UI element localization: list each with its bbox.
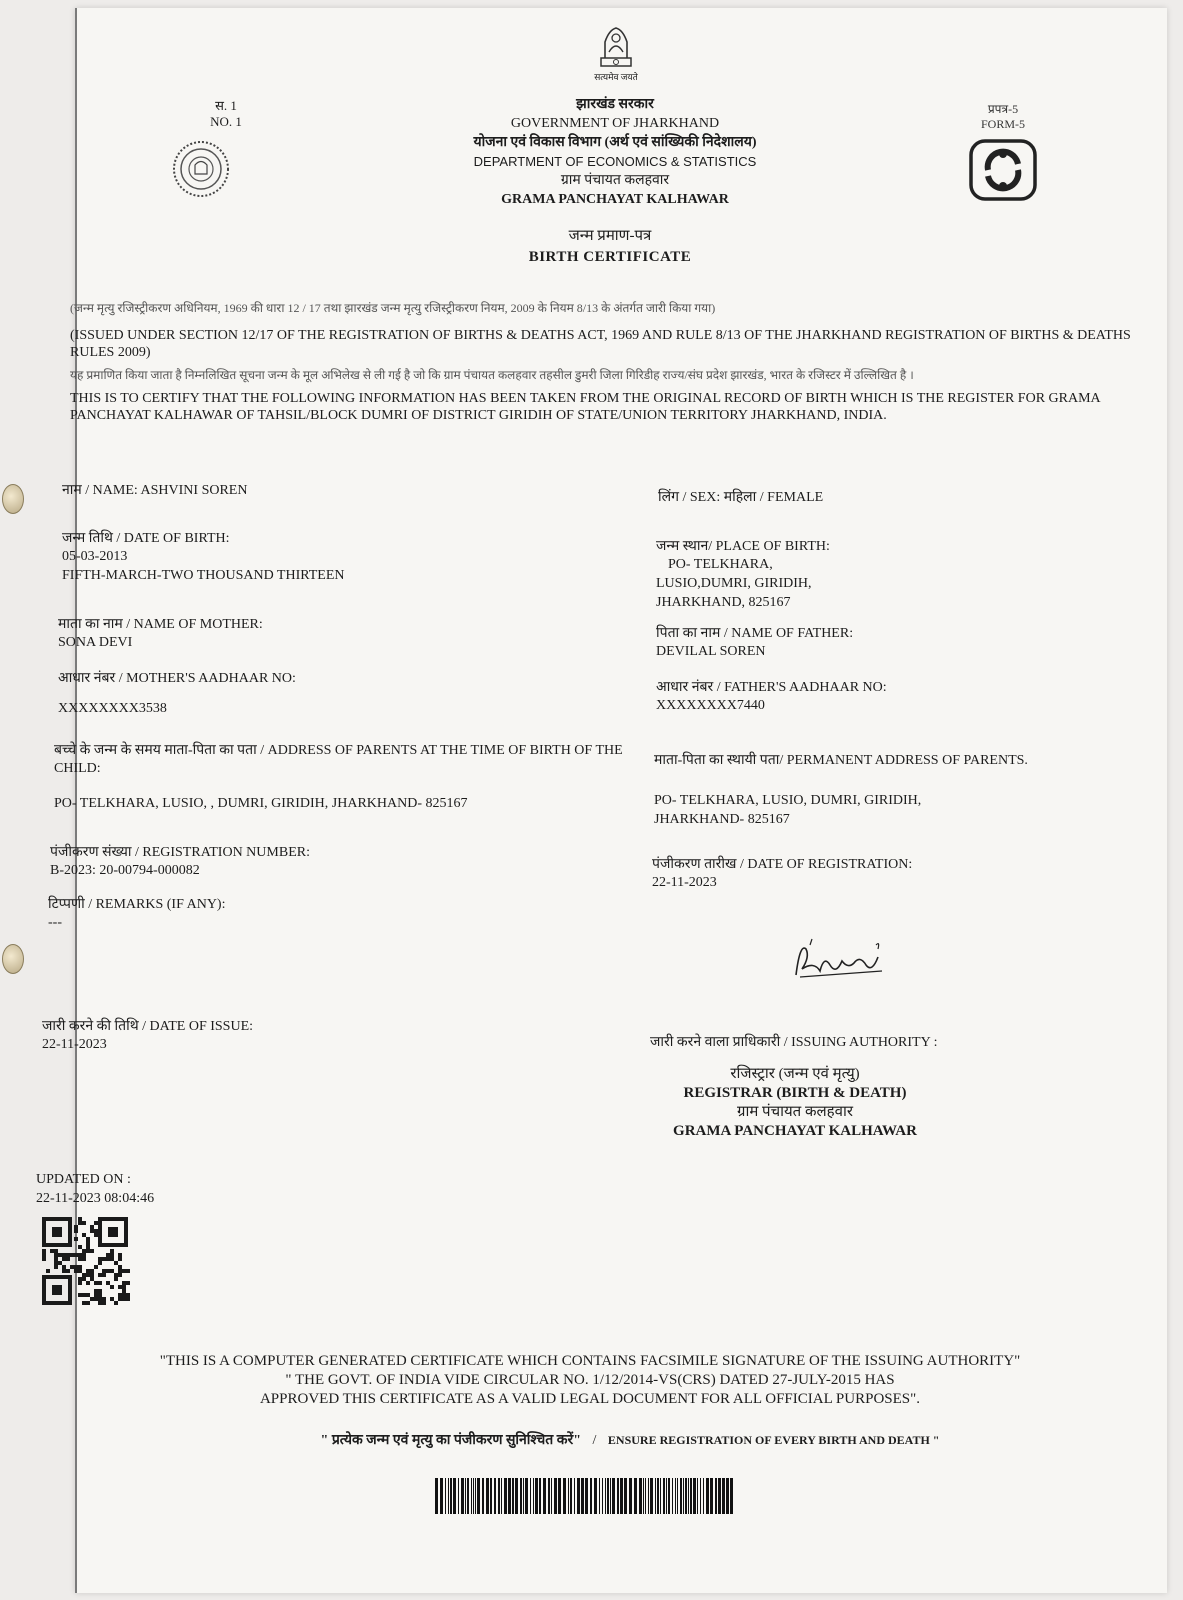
slogan-en: ENSURE REGISTRATION OF EVERY BIRTH AND DEATH " <box>607 1433 940 1447</box>
certificate-title <box>430 226 790 268</box>
remarks-field <box>48 894 608 932</box>
issuer-header <box>380 95 850 209</box>
birth-address-value: PO- TELKHARA, LUSIO, , DUMRI, GIRIDIH, JHARKHAND- 825167 <box>54 796 468 811</box>
mother-name-value: SONA DEVI <box>58 635 133 650</box>
updated-on-value: 22-11-2023 08:04:46 <box>36 1191 155 1206</box>
emblem-caption: सत्यमेव जयते <box>594 72 638 82</box>
registration-date-field <box>652 854 1112 892</box>
disclaimer-line2: " THE GOVT. OF INDIA VIDE CIRCULAR NO. 1/12/2014-VS(CRS) DATED 27-JULY-2015 HAS <box>285 1372 895 1388</box>
crs-logo-icon <box>968 138 1038 202</box>
certificate-number-block <box>196 98 256 130</box>
remarks-label: टिप्पणी / REMARKS (IF ANY): <box>48 897 226 912</box>
father-aadhaar-value: XXXXXXXX7440 <box>656 698 765 713</box>
registrar-block <box>645 1065 945 1141</box>
no-hindi: स. 1 <box>215 98 237 113</box>
registration-number-value: B-2023: 20-00794-000082 <box>50 863 200 878</box>
sex-label: लिंग / SEX: <box>658 490 721 505</box>
dob-label: जन्म तिथि / DATE OF BIRTH: <box>62 531 230 546</box>
registration-number-field <box>50 842 610 880</box>
permanent-address-line2: JHARKHAND- 825167 <box>654 812 790 827</box>
dept-hindi: योजना एवं विकास विभाग (अर्थ एवं सांख्यिकी निदेशालय) <box>473 135 757 150</box>
registrar-signature-icon <box>790 935 890 985</box>
permanent-address-line1: PO- TELKHARA, LUSIO, DUMRI, GIRIDIH, <box>654 793 922 808</box>
permanent-address-label: माता-पिता का स्थायी पता/ PERMANENT ADDRESS OF PARENTS. <box>654 753 1028 768</box>
title-hindi: जन्म प्रमाण-पत्र <box>568 228 652 244</box>
sex-value: महिला / FEMALE <box>723 490 824 505</box>
father-aadhaar-field <box>656 677 1116 715</box>
remarks-value: --- <box>48 915 62 930</box>
issue-clause-hindi: (जन्म मृत्यु रजिस्ट्रीकरण अधिनियम, 1969 की धारा 12 / 17 तथा झारखंड जन्म मृत्यु रजिस्ट्रीकरण नियम, 2009 के नियम 8/13 के अंतर्गत जारी किया गया) <box>70 301 716 315</box>
no-en: NO. 1 <box>210 114 242 129</box>
permanent-address-field <box>654 750 1134 829</box>
father-aadhaar-label: आधार नंबर / FATHER'S AADHAAR NO: <box>656 680 887 695</box>
disclaimer-line1: "THIS IS A COMPUTER GENERATED CERTIFICATE WHICH CONTAINS FACSIMILE SIGNATURE OF THE ISSUING AUTHORITY" <box>159 1353 1021 1369</box>
form-number-block <box>968 102 1038 132</box>
sex-field <box>658 487 823 506</box>
place-of-birth-line1: PO- TELKHARA, <box>668 557 773 572</box>
place-of-birth-label: जन्म स्थान/ PLACE OF BIRTH: <box>656 539 830 554</box>
issue-date-value: 22-11-2023 <box>42 1037 107 1052</box>
issue-clause-en: (ISSUED UNDER SECTION 12/17 OF THE REGISTRATION OF BIRTHS & DEATHS ACT, 1969 AND RULE 8/13 OF THE JHARKHAND REGISTRATION OF BIRTHS & DEATHS RULES 2009) <box>70 328 1131 360</box>
place-of-birth-field <box>656 536 1116 612</box>
father-name-label: पिता का नाम / NAME OF FATHER: <box>656 626 854 641</box>
govt-en: GOVERNMENT OF JHARKHAND <box>510 116 720 131</box>
registrar-title-en: REGISTRAR (BIRTH & DEATH) <box>683 1085 907 1101</box>
name-label: नाम / NAME: <box>62 483 138 498</box>
father-name-value: DEVILAL SOREN <box>656 644 766 659</box>
mother-name-field <box>58 614 618 652</box>
father-name-field <box>656 623 1116 661</box>
mother-name-label: माता का नाम / NAME OF MOTHER: <box>58 617 263 632</box>
place-of-birth-line2: LUSIO,DUMRI, GIRIDIH, <box>656 576 812 591</box>
registration-slogan <box>190 1430 1070 1449</box>
govt-hindi: झारखंड सरकार <box>576 97 654 112</box>
slogan-separator: / <box>592 1433 597 1448</box>
mother-aadhaar-field <box>58 668 618 718</box>
disclaimer-line3: APPROVED THIS CERTIFICATE AS A VALID LEGAL DOCUMENT FOR ALL OFFICIAL PURPOSES". <box>259 1391 921 1407</box>
government-seal-icon <box>172 140 230 198</box>
updated-on-label: UPDATED ON : <box>36 1172 131 1187</box>
name-value: ASHVINI SOREN <box>140 483 248 498</box>
issuing-authority-label: जारी करने वाला प्राधिकारी / ISSUING AUTHORITY : <box>650 1035 938 1050</box>
registrar-office-hindi: ग्राम पंचायत कलहवार <box>736 1104 853 1120</box>
punch-hole-top <box>2 484 24 514</box>
punch-hole-bottom <box>2 944 24 974</box>
registrar-office-en: GRAMA PANCHAYAT KALHAWAR <box>673 1123 917 1139</box>
birth-address-label: बच्चे के जन्म के समय माता-पिता का पता / ADDRESS OF PARENTS AT THE TIME OF BIRTH OF THE CHILD: <box>54 743 623 776</box>
barcode-icon <box>435 1476 735 1516</box>
mother-aadhaar-label: आधार नंबर / MOTHER'S AADHAAR NO: <box>58 671 296 686</box>
registrar-title-hindi: रजिस्ट्रार (जन्म एवं मृत्यु) <box>730 1066 860 1082</box>
disclaimer <box>110 1352 1070 1409</box>
updated-on <box>36 1170 154 1208</box>
dept-en: DEPARTMENT OF ECONOMICS & STATISTICS <box>473 154 757 169</box>
dob-value: 05-03-2013 <box>62 549 128 564</box>
title-en: BIRTH CERTIFICATE <box>528 249 692 265</box>
dob-words: FIFTH-MARCH-TWO THOUSAND THIRTEEN <box>62 568 345 583</box>
panchayat-en: GRAMA PANCHAYAT KALHAWAR <box>501 192 729 207</box>
qr-code-icon <box>40 1215 130 1307</box>
name-field <box>62 480 247 499</box>
registration-date-label: पंजीकरण तारीख / DATE OF REGISTRATION: <box>652 857 913 872</box>
issue-date-field <box>42 1016 602 1054</box>
form-hindi: प्रपत्र-5 <box>987 102 1019 116</box>
registration-date-value: 22-11-2023 <box>652 875 717 890</box>
form-en: FORM-5 <box>980 117 1025 131</box>
mother-aadhaar-value: XXXXXXXX3538 <box>58 701 167 716</box>
slogan-hindi: " प्रत्येक जन्म एवं मृत्यु का पंजीकरण सुनिश्चित करें" <box>320 1433 582 1448</box>
certify-clause-hindi: यह प्रमाणित किया जाता है निम्नलिखित सूचना जन्म के मूल अभिलेख से ली गई है जो कि ग्राम पंचायत कलहवार तहसील डुमरी जिला गिरिडीह राज्य/संघ प्रदेश झारखंड, भारत के रजिस्टर में उल्लिखित है । <box>70 368 914 382</box>
birth-address-field <box>54 742 639 813</box>
registration-number-label: पंजीकरण संख्या / REGISTRATION NUMBER: <box>50 845 310 860</box>
panchayat-hindi: ग्राम पंचायत कलहवार <box>560 173 670 188</box>
certify-clause-en: THIS IS TO CERTIFY THAT THE FOLLOWING INFORMATION HAS BEEN TAKEN FROM THE ORIGINAL RECORD OF BIRTH WHICH IS THE REGISTER FOR GRAMA PANCHAYAT KALHAWAR OF TAHSIL/BLOCK DUMRI OF DISTRICT GIRIDIH OF STATE/UNION TERRITORY JHARKHAND, INDIA. <box>70 391 1100 423</box>
dob-field <box>62 528 622 585</box>
certification-statement <box>70 300 1136 430</box>
place-of-birth-line3: JHARKHAND, 825167 <box>656 595 791 610</box>
issue-date-label: जारी करने की तिथि / DATE OF ISSUE: <box>42 1019 254 1034</box>
